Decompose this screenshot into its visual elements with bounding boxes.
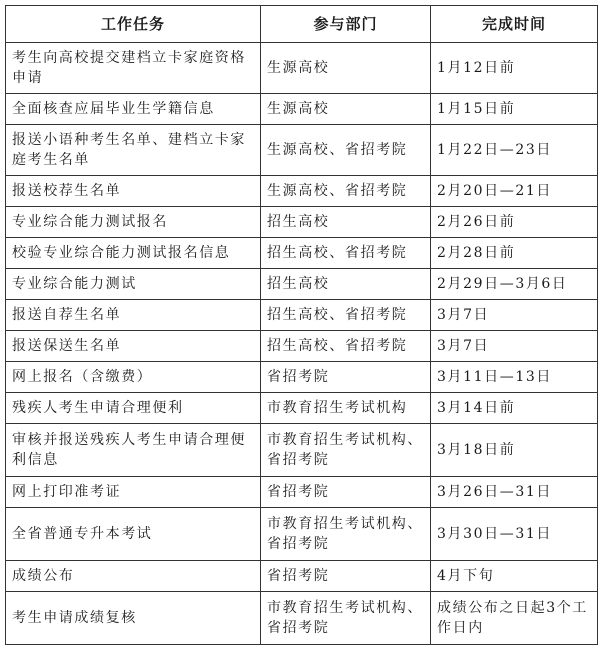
- table-row: [6, 508, 598, 561]
- table-row: [6, 238, 598, 269]
- department-cell: 招生高校: [261, 207, 431, 238]
- deadline-cell: 成绩公布之日起3个工作日内: [431, 592, 598, 645]
- deadline-cell: 3月7日: [431, 300, 598, 331]
- table-row: [6, 393, 598, 424]
- department-cell: 市教育招生考试机构、省招考院: [261, 592, 431, 645]
- deadline-cell: 3月30日—31日: [431, 508, 598, 561]
- header-task: 工作任务: [6, 6, 261, 43]
- task-cell: 全省普通专升本考试: [6, 508, 261, 561]
- table-row: [6, 125, 598, 176]
- table-header-row: [6, 6, 598, 43]
- department-cell: 招生高校、省招考院: [261, 238, 431, 269]
- table-row: [6, 300, 598, 331]
- task-cell: 校验专业综合能力测试报名信息: [6, 238, 261, 269]
- table-row: [6, 331, 598, 362]
- table-row: [6, 477, 598, 508]
- table-row: [6, 43, 598, 94]
- deadline-cell: 2月20日—21日: [431, 176, 598, 207]
- task-cell: 报送校荐生名单: [6, 176, 261, 207]
- deadline-cell: 2月29日—3月6日: [431, 269, 598, 300]
- deadline-cell: 1月22日—23日: [431, 125, 598, 176]
- department-cell: 招生高校: [261, 269, 431, 300]
- deadline-cell: 4月下旬: [431, 561, 598, 592]
- deadline-cell: 2月28日前: [431, 238, 598, 269]
- table-row: [6, 94, 598, 125]
- table-row: [6, 207, 598, 238]
- department-cell: 市教育招生考试机构、省招考院: [261, 424, 431, 477]
- table-row: [6, 424, 598, 477]
- task-cell: 考生向高校提交建档立卡家庭资格申请: [6, 43, 261, 94]
- task-cell: 报送自荐生名单: [6, 300, 261, 331]
- department-cell: 省招考院: [261, 561, 431, 592]
- department-cell: 生源高校、省招考院: [261, 125, 431, 176]
- task-cell: 报送小语种考生名单、建档立卡家庭考生名单: [6, 125, 261, 176]
- table-row: [6, 362, 598, 393]
- task-cell: 全面核查应届毕业生学籍信息: [6, 94, 261, 125]
- table-row: [6, 561, 598, 592]
- task-cell: 残疾人考生申请合理便利: [6, 393, 261, 424]
- department-cell: 招生高校、省招考院: [261, 300, 431, 331]
- task-cell: 报送保送生名单: [6, 331, 261, 362]
- department-cell: 省招考院: [261, 477, 431, 508]
- department-cell: 生源高校: [261, 94, 431, 125]
- table-row: [6, 592, 598, 645]
- task-cell: 专业综合能力测试: [6, 269, 261, 300]
- department-cell: 生源高校: [261, 43, 431, 94]
- department-cell: 生源高校、省招考院: [261, 176, 431, 207]
- deadline-cell: 3月7日: [431, 331, 598, 362]
- department-cell: 市教育招生考试机构: [261, 393, 431, 424]
- deadline-cell: 3月18日前: [431, 424, 598, 477]
- deadline-cell: 3月26日—31日: [431, 477, 598, 508]
- table-row: [6, 269, 598, 300]
- department-cell: 招生高校、省招考院: [261, 331, 431, 362]
- table-row: [6, 176, 598, 207]
- header-deadline: 完成时间: [431, 6, 598, 43]
- task-cell: 网上报名（含缴费）: [6, 362, 261, 393]
- deadline-cell: 1月15日前: [431, 94, 598, 125]
- department-cell: 市教育招生考试机构、省招考院: [261, 508, 431, 561]
- task-cell: 审核并报送残疾人考生申请合理便利信息: [6, 424, 261, 477]
- deadline-cell: 3月14日前: [431, 393, 598, 424]
- task-cell: 网上打印准考证: [6, 477, 261, 508]
- task-cell: 考生申请成绩复核: [6, 592, 261, 645]
- deadline-cell: 2月26日前: [431, 207, 598, 238]
- task-cell: 专业综合能力测试报名: [6, 207, 261, 238]
- deadline-cell: 1月12日前: [431, 43, 598, 94]
- department-cell: 省招考院: [261, 362, 431, 393]
- task-cell: 成绩公布: [6, 561, 261, 592]
- header-department: 参与部门: [261, 6, 431, 43]
- schedule-table-wrapper: [5, 5, 598, 645]
- schedule-table: [5, 5, 598, 645]
- deadline-cell: 3月11日—13日: [431, 362, 598, 393]
